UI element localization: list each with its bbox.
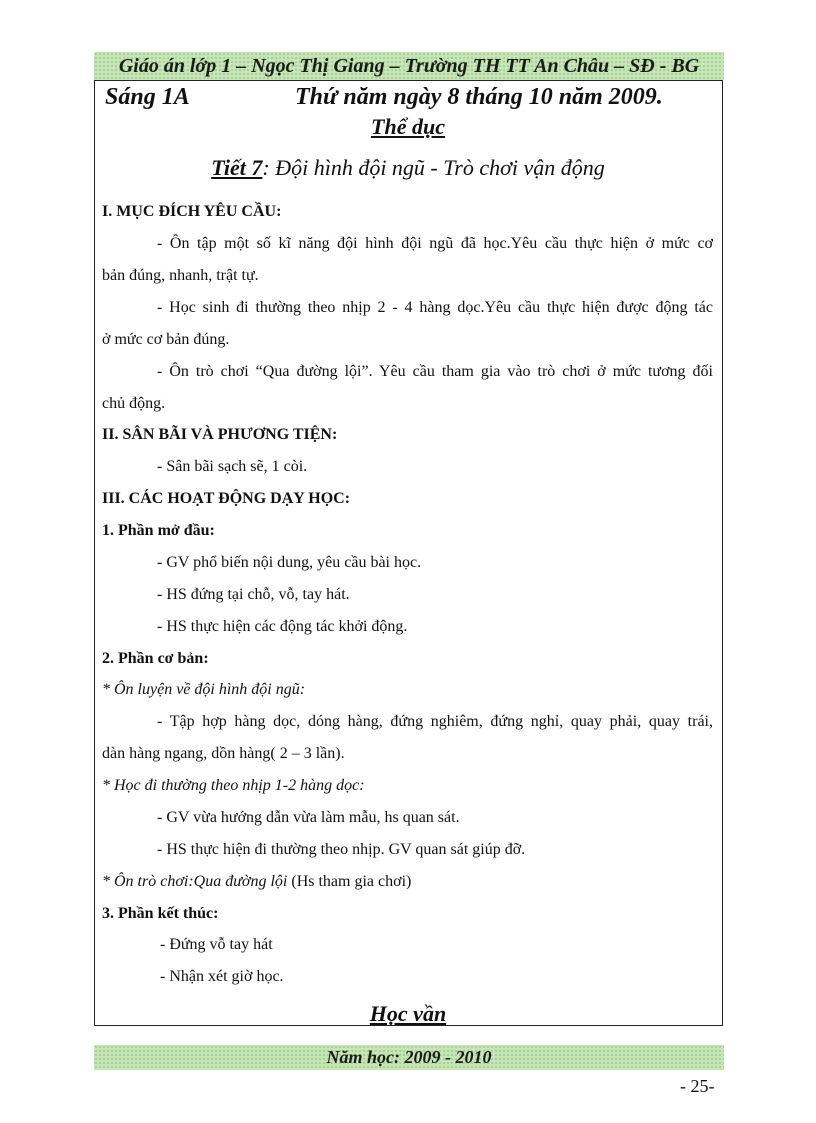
lesson-number: Tiết 7 bbox=[211, 155, 263, 180]
list-item: - GV vừa hướng dẫn vừa làm mẫu, hs quan sát. bbox=[157, 809, 460, 826]
page-number: - 25- bbox=[680, 1076, 715, 1096]
section-heading: III. CÁC HOẠT ĐỘNG DẠY HỌC: bbox=[102, 490, 351, 507]
list-item-continuation: ở mức cơ bản đúng. bbox=[102, 331, 230, 348]
lesson-separator: : bbox=[262, 155, 276, 180]
list-item: - Học sinh đi thường theo nhịp 2 - 4 hàng dọc.Yêu cầu thực hiện được động tác bbox=[157, 299, 713, 316]
list-item: - GV phổ biến nội dung, yêu cầu bài học. bbox=[157, 554, 422, 571]
list-item-continuation: chủ động. bbox=[102, 395, 166, 412]
list-item: - HS đứng tại chỗ, vỗ, tay hát. bbox=[157, 586, 350, 603]
activity-heading: * Học đi thường theo nhịp 1-2 hàng dọc: bbox=[102, 777, 365, 794]
subject-title: Thể dục bbox=[371, 114, 445, 139]
activity-heading: * Ôn luyện về đội hình đội ngũ: bbox=[102, 681, 306, 698]
subsection-heading: 3. Phần kết thúc: bbox=[102, 905, 219, 922]
lesson-name: Đội hình đội ngũ - Trò chơi vận động bbox=[275, 155, 605, 180]
date-heading: Thứ năm ngày 8 tháng 10 năm 2009. bbox=[295, 84, 663, 110]
header-band: Giáo án lớp 1 – Ngọc Thị Giang – Trường TH TT An Châu – SĐ - BG bbox=[94, 52, 724, 80]
activity-heading bbox=[102, 873, 411, 891]
list-item: - Tập hợp hàng dọc, dóng hàng, đứng nghiêm, đứng nghỉ, quay phải, quay trái, bbox=[157, 713, 713, 730]
activity-heading-italic: * Ôn trò chơi:Qua đường lội bbox=[102, 873, 288, 890]
list-item: - Sân bãi sạch sẽ, 1 còi. bbox=[157, 458, 308, 475]
section-heading: II. SÂN BÃI VÀ PHƯƠNG TIỆN: bbox=[102, 426, 338, 443]
next-subject-title: Học vần bbox=[369, 1001, 447, 1026]
list-item-continuation: dàn hàng ngang, dồn hàng( 2 – 3 lần). bbox=[102, 745, 345, 762]
list-item: - Nhận xét giờ học. bbox=[160, 968, 284, 985]
footer-band: Năm học: 2009 - 2010 bbox=[94, 1045, 724, 1070]
section-heading: I. MỤC ĐÍCH YÊU CẦU: bbox=[102, 203, 282, 220]
list-item: - HS thực hiện các động tác khởi động. bbox=[157, 618, 408, 635]
class-label: Sáng 1A bbox=[105, 84, 190, 110]
activity-heading-note: (Hs tham gia chơi) bbox=[287, 873, 412, 890]
list-item: - Ôn tập một số kĩ năng đội hình đội ngũ đã học.Yêu cầu thực hiện ở mức cơ bbox=[157, 235, 713, 252]
subsection-heading: 1. Phần mở đầu: bbox=[102, 522, 215, 539]
subsection-heading: 2. Phần cơ bản: bbox=[102, 650, 209, 667]
list-item: - Đứng vỗ tay hát bbox=[160, 936, 273, 953]
list-item-continuation: bản đúng, nhanh, trật tự. bbox=[102, 267, 259, 284]
list-item: - HS thực hiện đi thường theo nhịp. GV quan sát giúp đỡ. bbox=[157, 841, 526, 858]
lesson-title bbox=[0, 155, 816, 181]
list-item: - Ôn trò chơi “Qua đường lội”. Yêu cầu tham gia vào trò chơi ở mức tương đối bbox=[157, 363, 713, 380]
